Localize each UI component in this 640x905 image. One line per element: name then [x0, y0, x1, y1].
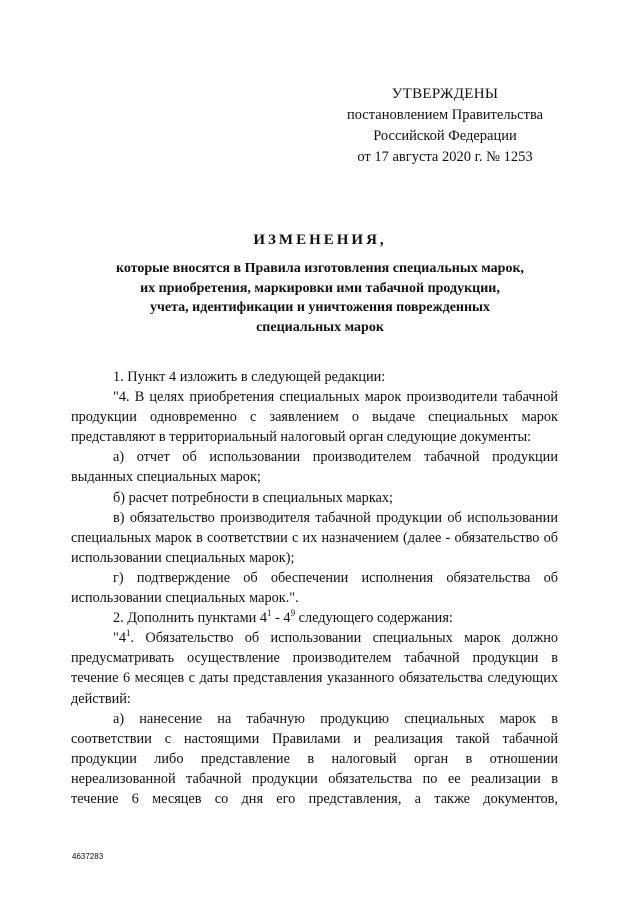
approval-line-1: постановлением Правительства — [346, 107, 544, 123]
subtitle-line-3: учета, идентификации и уничтожения поврежденных — [150, 300, 490, 315]
paragraph-item-1: 1. Пункт 4 изложить в следующей редакции: — [113, 369, 386, 385]
approval-block — [330, 84, 560, 168]
approval-heading: УТВЕРЖДЕНЫ — [391, 86, 499, 102]
paragraph-item-2 — [71, 608, 558, 628]
item-2-text-a: 2. Дополнить пунктами 4 — [113, 610, 267, 627]
point-4-1-text: . Обязательство об использовании специальных марок должно предусматривать осуществление производителем табачной продукции в течение 6 месяцев с даты представления указанного обязательства следующих действий: — [71, 630, 558, 707]
approval-line-2: Российской Федерации — [373, 128, 517, 144]
item-2-text-b: - 4 — [271, 610, 291, 627]
paragraph-sub-v: в) обязательство производителя табачной продукции об использовании специальных марок в соответствии с их назначением (далее - обязательство об использовании специальных марок); — [71, 509, 558, 566]
paragraph-sub-a: а) отчет об использовании производителем табачной продукции выданных специальных марок; — [71, 449, 558, 486]
approval-line-3: от 17 августа 2020 г. № 1253 — [357, 149, 533, 165]
paragraph-point-4: "4. В целях приобретения специальных марок производители табачной продукции одновременно с заявлением о выдаче специальных марок представляют в территориальный налоговый орган следующие документы: — [71, 389, 558, 446]
point-4-1-prefix: "4 — [113, 630, 126, 647]
item-2-text-c: следующего содержания: — [295, 610, 453, 627]
item-2-sup-9: 9 — [290, 608, 296, 619]
point-4-1-sup: 1 — [126, 628, 131, 639]
paragraph-sub-g: г) подтверждение об обеспечении исполнения обязательства об использовании специальных марок.". — [71, 569, 558, 607]
paragraph-sub-b: б) расчет потребности в специальных марках; — [113, 489, 394, 506]
subtitle-line-2: их приобретения, маркировки ими табачной продукции, — [140, 280, 500, 296]
footer-document-code: 4637283 — [72, 852, 104, 861]
document-title: ИЗМЕНЕНИЯ, — [253, 232, 387, 248]
paragraph-point-4-1 — [71, 628, 558, 708]
document-subtitle — [80, 259, 560, 337]
item-2-sup-1: 1 — [267, 608, 272, 619]
subtitle-line-4: специальных марок — [256, 319, 384, 335]
document-body — [71, 367, 558, 809]
subtitle-line-1: которые вносятся в Правила изготовления специальных марок, — [115, 261, 525, 276]
paragraph-sub-a-2: а) нанесение на табачную продукцию специальных марок в соответствии с настоящими Правилами и реализация такой табачной продукции либо представление в налоговый орган в отношении нереализованной табачной продукции обязательства по ее реализации в течение 6 месяцев со дня его представления, а также документов, — [71, 710, 558, 807]
